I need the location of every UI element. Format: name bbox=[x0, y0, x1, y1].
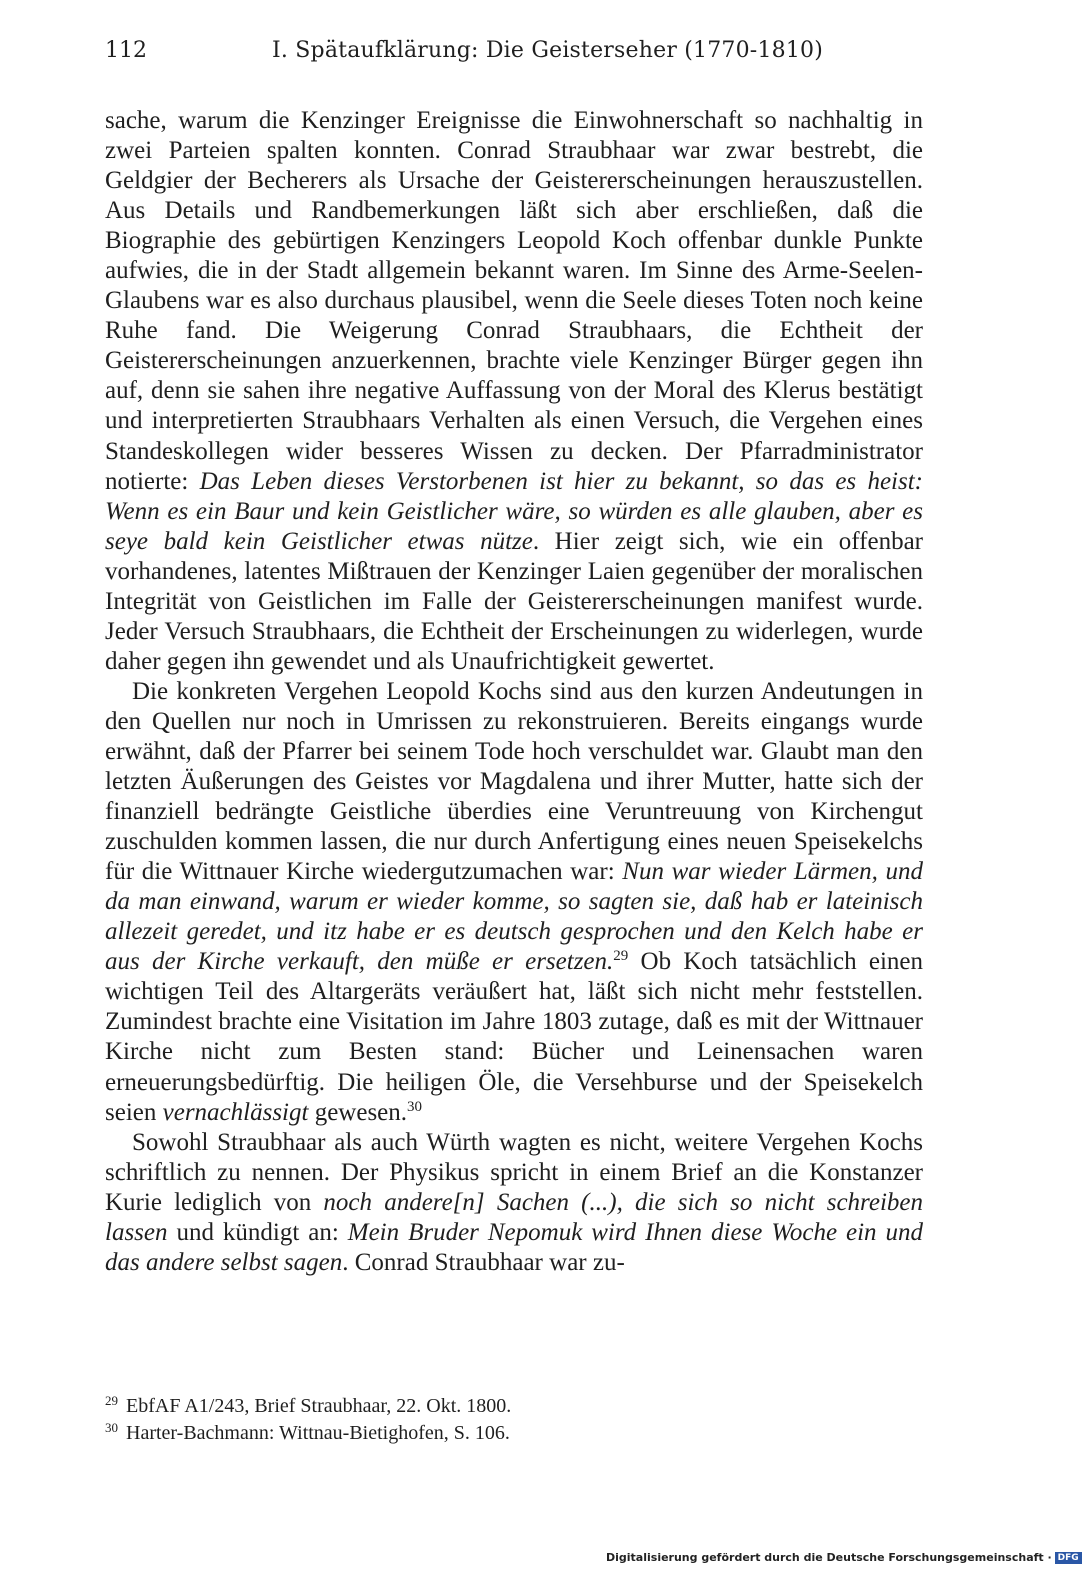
footnote-text: EbfAF A1/243, Brief Straubhaar, 22. Okt. 1800. bbox=[126, 1395, 512, 1417]
paragraph bbox=[105, 106, 923, 677]
footnote-ref: 30 bbox=[407, 1098, 423, 1115]
quotation: noch andere[n] Sachen (...), die sich so nicht schreiben lassen bbox=[105, 1188, 923, 1246]
text-run: . Hier zeigt sich, wie ein offenbar vorhandenes, latentes Mißtrauen der Kenzinger Laien gegenüber der moralischen Integrität von Geistlichen im Falle der Geistererscheinungen manifest wurde. Jeder Versuch Straubhaars, die Echtheit der Erscheinungen zu widerlegen, wurde daher gegen ihn gewendet und als Unaufrichtigkeit gewertet. bbox=[105, 527, 923, 675]
funding-note bbox=[606, 1551, 1082, 1564]
text-run: Sowohl Straubhaar als auch Würth wagten es nicht, weitere Vergehen Kochs schriftlich zu nennen. Der Physikus spricht in einem Brief an die Konstanzer Kurie lediglich von bbox=[105, 1128, 923, 1216]
quotation: Mein Bruder Nepomuk wird Ihnen diese Woche ein und das andere selbst sagen bbox=[105, 1218, 924, 1276]
text-run: und kündigt an: bbox=[167, 1218, 348, 1246]
footnote-text: Harter-Bachmann: Wittnau-Bietighofen, S. 106. bbox=[126, 1422, 510, 1444]
text-run: Die konkreten Vergehen Leopold Kochs sind aus den kurzen Andeutungen in den Quellen nur noch in Umrissen zu rekonstruieren. Bereits eingangs wurde erwähnt, daß der Pfarrer bei seinem Tode hoch verschuldet war. Glaubt man den letzten Äußerungen des Geistes vor Magdalena und ihrer Mutter, hatte sich der finanziell bedrängte Geistliche überdies eine Veruntreuung von Kirchengut zuschulden kommen lassen, die nur durch Anfertigung eines neuen Speisekelchs für die Wittnauer Kirche wiedergutzumachen war: bbox=[105, 677, 923, 886]
footnotes bbox=[105, 1393, 923, 1447]
footnote bbox=[105, 1420, 923, 1447]
dfg-logo: DFG bbox=[1055, 1552, 1082, 1564]
footnote-number: 29 bbox=[105, 1393, 118, 1408]
text-run: sache, warum die Kenzinger Ereignisse die Einwohnerschaft so nachhaltig in zwei Parteien spalten konnten. Conrad Straubhaar war zwar bestrebt, die Geldgier der Becherers als Ursache der Geistererscheinungen herauszustellen. Aus Details und Randbemerkungen läßt sich aber erschließen, daß die Biographie des gebürtigen Kenzingers Leopold Koch offenbar dunkle Punkte aufwies, die in der Stadt allgemein bekannt waren. Im Sinne des Arme-Seelen-Glaubens war es also durchaus plausibel, wenn die Seele dieses Toten noch keine Ruhe fand. Die Weigerung Conrad Straubhaars, die Echtheit der Geistererscheinungen anzuerkennen, brachte viele Kenzinger Bürger gegen ihn auf, denn sie sahen ihre negative Auffassung von der Moral des Klerus bestätigt und interpretierten Straubhaars Verhalten als einen Versuch, die Vergehen eines Standeskollegen wider besseres Wissen zu decken. Der Pfarradministrator notierte: bbox=[105, 107, 923, 495]
text-run: Ob Koch tatsächlich einen wichtigen Teil des Altargeräts veräußert hat, läßt sich nicht mehr feststellen. Zumindest brachte eine Visitation im Jahre 1803 zutage, daß es mit der Wittnauer Kirche nicht zum Besten stand: Bücher und Leinensachen waren erneuerungsbedürftig. Die heiligen Öle, die Versehburse und der Speisekelch seien bbox=[105, 948, 923, 1126]
paragraph bbox=[105, 677, 923, 1128]
text-run: gewesen. bbox=[308, 1098, 408, 1126]
running-head: I. Spätaufklärung: Die Geisterseher (1770-1810) bbox=[272, 38, 824, 63]
footnote-ref: 29 bbox=[613, 948, 629, 965]
page-number: 112 bbox=[105, 38, 147, 63]
footnote-number: 30 bbox=[105, 1420, 118, 1435]
funding-note-text: Digitalisierung gefördert durch die Deutsche Forschungsgemeinschaft · bbox=[606, 1551, 1052, 1564]
quotation: Nun war wieder Lärmen, und da man einwand, warum er wieder komme, so sagten sie, daß hab er lateinisch allezeit geredet, und itz habe er es deutsch gesprochen und den Kelch habe er aus der Kirche verkauft, den müße er ersetzen. bbox=[105, 858, 923, 976]
body-text bbox=[105, 106, 923, 1278]
text-run: . Conrad Straubhaar war zu- bbox=[342, 1248, 625, 1276]
quotation: vernachlässigt bbox=[162, 1098, 309, 1126]
paragraph bbox=[105, 1128, 923, 1278]
footnote bbox=[105, 1393, 923, 1420]
quotation: Das Leben dieses Verstorbenen ist hier zu bekannt, so das es heist: Wenn es ein Baur und kein Geistlicher wäre, so würden es alle glauben, aber es seye bald kein Geistlicher etwas nütze bbox=[105, 467, 923, 555]
